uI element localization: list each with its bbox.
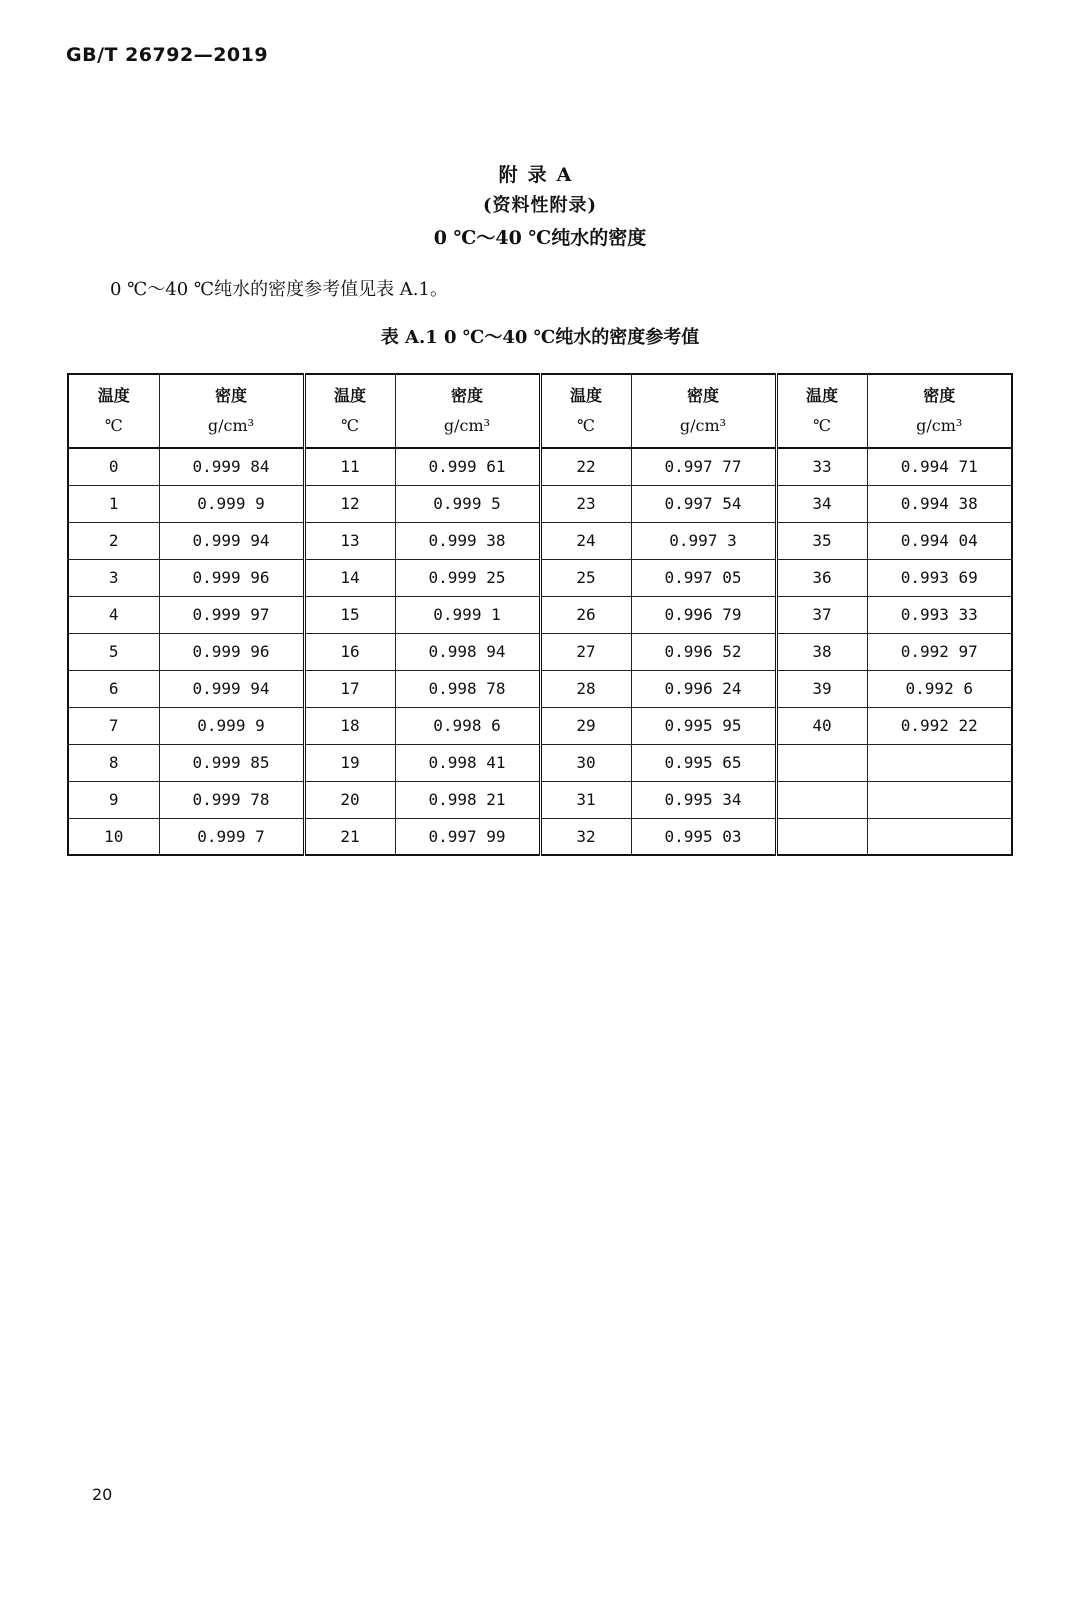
temperature-cell: 10 [68,818,159,855]
table-row [68,596,1012,633]
temperature-cell: 27 [540,633,631,670]
density-cell: 0.997 54 [631,485,776,522]
table-row [68,744,1012,781]
density-header: 密度 g/cm³ [395,374,540,448]
density-cell: 0.995 03 [631,818,776,855]
temperature-cell: 16 [304,633,395,670]
temperature-cell: 18 [304,707,395,744]
density-cell: 0.994 38 [867,485,1012,522]
density-cell [867,744,1012,781]
density-header: 密度 g/cm³ [867,374,1012,448]
table-row [68,818,1012,855]
appendix-title: 附录A [498,164,582,186]
density-cell: 0.996 52 [631,633,776,670]
temperature-cell: 34 [776,485,867,522]
temperature-cell: 36 [776,559,867,596]
density-cell: 0.994 04 [867,522,1012,559]
temp-header: 温度 ℃ [776,374,867,448]
temperature-cell: 20 [304,781,395,818]
temperature-cell: 1 [68,485,159,522]
density-table [67,373,1013,856]
temperature-cell: 13 [304,522,395,559]
temperature-cell: 9 [68,781,159,818]
temperature-cell: 7 [68,707,159,744]
density-cell: 0.995 34 [631,781,776,818]
temperature-cell: 40 [776,707,867,744]
temperature-cell: 5 [68,633,159,670]
temperature-cell: 31 [540,781,631,818]
table-row [68,633,1012,670]
temperature-cell [776,818,867,855]
table-row [68,559,1012,596]
table-caption: 表 A.1 0 ℃～40 ℃纯水的密度参考值 [380,327,700,348]
density-cell: 0.999 78 [159,781,304,818]
density-cell: 0.999 61 [395,448,540,485]
density-cell: 0.994 71 [867,448,1012,485]
temperature-cell: 37 [776,596,867,633]
density-cell: 0.999 96 [159,633,304,670]
density-cell: 0.992 6 [867,670,1012,707]
density-cell: 0.999 84 [159,448,304,485]
temperature-cell: 12 [304,485,395,522]
density-cell [867,818,1012,855]
temperature-cell: 22 [540,448,631,485]
temperature-cell: 39 [776,670,867,707]
temperature-cell: 35 [776,522,867,559]
temperature-cell: 32 [540,818,631,855]
density-cell: 0.999 85 [159,744,304,781]
density-cell: 0.999 9 [159,707,304,744]
density-cell: 0.996 24 [631,670,776,707]
temp-header: 温度 ℃ [68,374,159,448]
density-cell: 0.997 99 [395,818,540,855]
temperature-cell: 17 [304,670,395,707]
density-cell: 0.995 95 [631,707,776,744]
density-cell: 0.999 1 [395,596,540,633]
table-row [68,485,1012,522]
temperature-cell: 30 [540,744,631,781]
temperature-cell: 15 [304,596,395,633]
table-row [68,522,1012,559]
density-cell: 0.993 69 [867,559,1012,596]
density-cell: 0.999 9 [159,485,304,522]
temperature-cell: 6 [68,670,159,707]
density-cell: 0.999 94 [159,670,304,707]
density-cell: 0.999 96 [159,559,304,596]
intro-paragraph: 0 ℃～40 ℃纯水的密度参考值见表 A.1。 [110,279,448,300]
temperature-cell: 25 [540,559,631,596]
temperature-cell: 14 [304,559,395,596]
temperature-cell: 33 [776,448,867,485]
density-header: 密度 g/cm³ [159,374,304,448]
temperature-cell: 24 [540,522,631,559]
temperature-cell: 38 [776,633,867,670]
density-cell: 0.999 97 [159,596,304,633]
temperature-cell: 23 [540,485,631,522]
temp-header: 温度 ℃ [304,374,395,448]
temperature-cell: 3 [68,559,159,596]
temperature-cell: 26 [540,596,631,633]
table-row [68,707,1012,744]
density-cell: 0.992 22 [867,707,1012,744]
density-cell: 0.999 7 [159,818,304,855]
table-row [68,670,1012,707]
density-cell: 0.997 05 [631,559,776,596]
density-cell: 0.999 5 [395,485,540,522]
page-number: 20 [92,1485,113,1504]
temperature-cell: 8 [68,744,159,781]
standard-number: GB/T 26792—2019 [66,44,269,66]
temperature-cell: 11 [304,448,395,485]
density-cell: 0.998 94 [395,633,540,670]
appendix-subtitle: (资料性附录) [482,195,598,216]
temperature-cell: 21 [304,818,395,855]
temperature-cell: 29 [540,707,631,744]
density-cell: 0.997 3 [631,522,776,559]
density-cell: 0.992 97 [867,633,1012,670]
density-header: 密度 g/cm³ [631,374,776,448]
density-cell: 0.998 6 [395,707,540,744]
density-cell: 0.999 38 [395,522,540,559]
temperature-cell: 4 [68,596,159,633]
density-cell: 0.999 25 [395,559,540,596]
temperature-cell [776,744,867,781]
temp-header: 温度 ℃ [540,374,631,448]
density-cell: 0.998 78 [395,670,540,707]
density-cell: 0.998 41 [395,744,540,781]
temperature-cell: 28 [540,670,631,707]
temperature-cell: 19 [304,744,395,781]
appendix-heading: 0 ℃～40 ℃纯水的密度 [433,227,647,249]
density-cell [867,781,1012,818]
density-cell: 0.999 94 [159,522,304,559]
temperature-cell: 0 [68,448,159,485]
density-cell: 0.993 33 [867,596,1012,633]
density-cell: 0.997 77 [631,448,776,485]
table-row [68,448,1012,485]
temperature-cell [776,781,867,818]
temperature-cell: 2 [68,522,159,559]
table-header-row [68,374,1012,448]
density-cell: 0.995 65 [631,744,776,781]
density-cell: 0.998 21 [395,781,540,818]
density-cell: 0.996 79 [631,596,776,633]
table-row [68,781,1012,818]
